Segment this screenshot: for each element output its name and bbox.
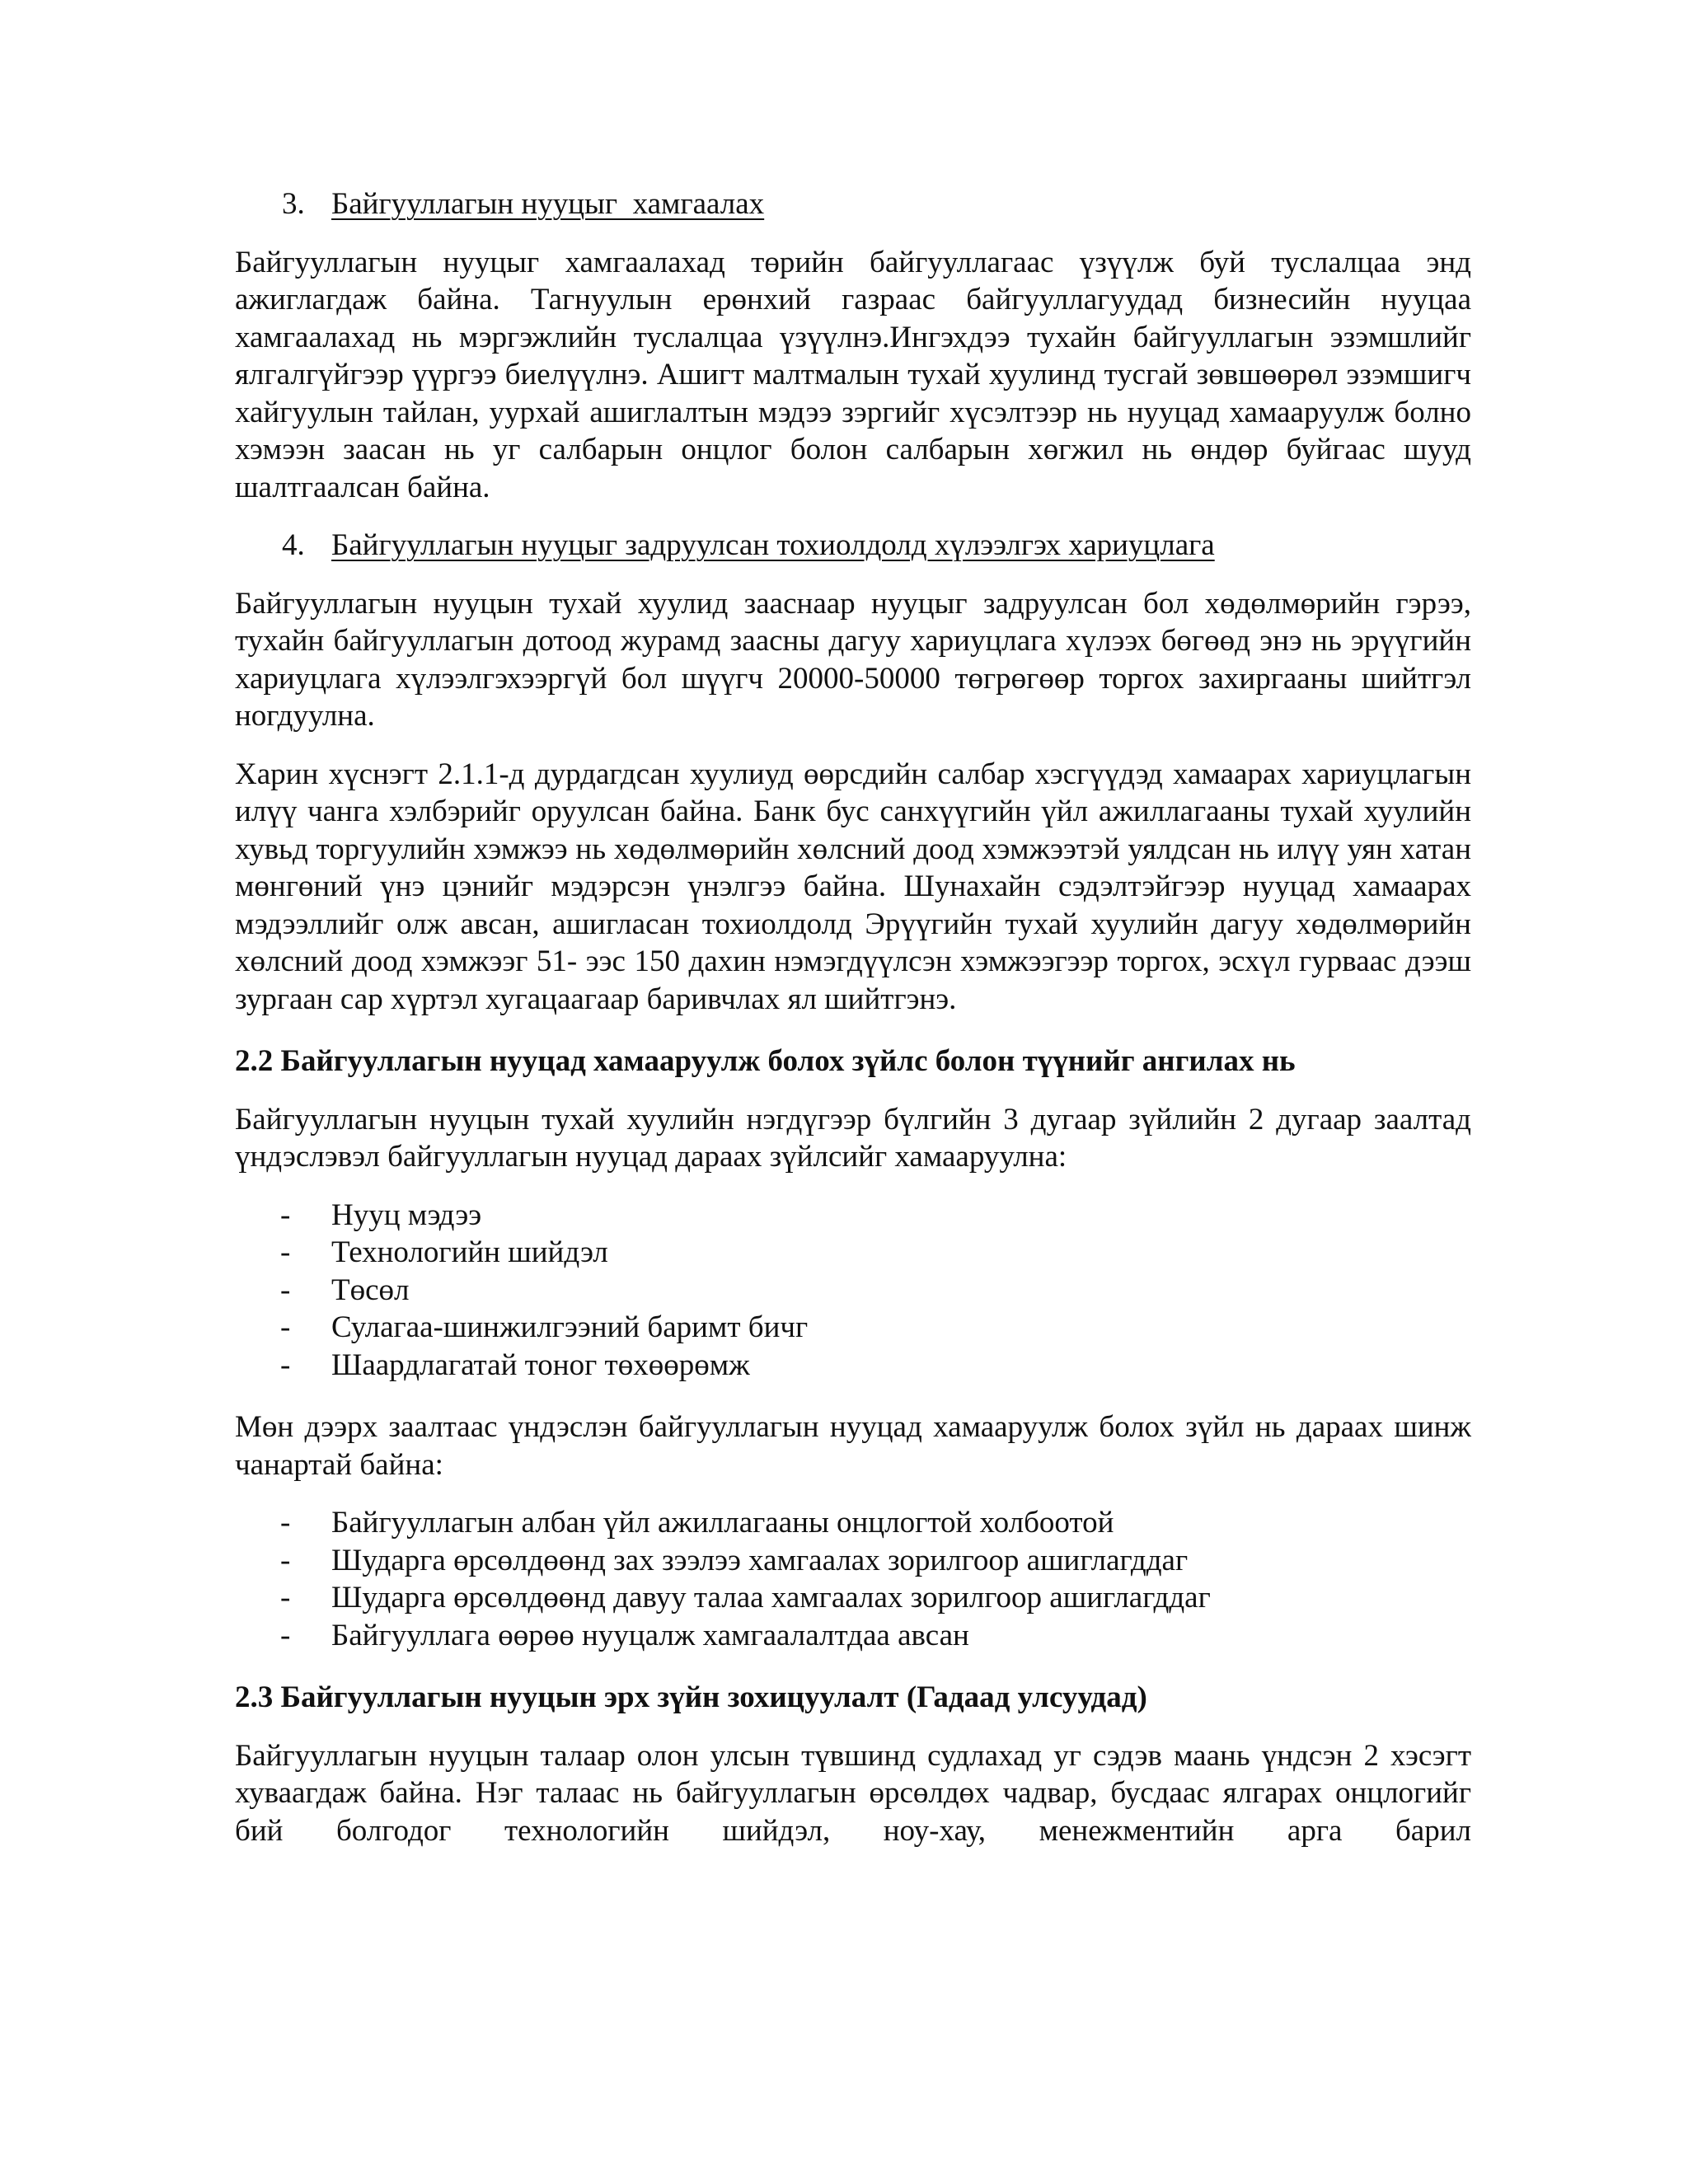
section-4-paragraph-2: Харин хүснэгт 2.1.1-д дурдагдсан хуулиуд өөрсдийн салбар хэсгүүдэд хамаарах хариуцлагын илүү чанга хэлбэрийг оруулсан байна. Банк бус санхүүгийн үйл ажиллагааны тухай хуулийн хувьд торгуулийн хэмжээ нь хөдөлмөрийн хөлсний доод хэмжээтэй уялдсан нь илүү уян хатан мөнгөний үнэ цэнийг мэдэрсэн үнэлгээ байна. Шунахайн сэдэлтэйгээр нууцад хамаарах мэдээллийг олж авсан, ашигласан тохиолдолд Эрүүгийн тухай хуулийн дагуу хөдөлмөрийн хөлсний доод хэмжээг 51- ээс 150 дахин нэмэгдүүлсэн хэмжээгээр торгох, эсхүл гурваас дээш зургаан сар хүртэл хугацаагаар баривчлах ял шийтгэнэ. [235, 757, 1471, 1016]
list-dash: - [280, 1506, 291, 1540]
list-dash: - [280, 1618, 291, 1652]
section-2-3-title: 2.3 Байгууллагын нууцын эрх зүйн зохицуулалт (Гадаад улсуудад) [235, 1680, 1147, 1714]
list-dash: - [280, 1543, 291, 1577]
list-item: - Байгууллагын албан үйл ажиллагааны онцлогтой холбоотой [280, 1504, 1471, 1542]
list-item: - Нууц мэдээ [280, 1197, 1471, 1235]
section-4-title: Байгууллагын нууцыг задруулсан тохиолдолд хүлээлгэх хариуцлага [331, 528, 1215, 562]
list-dash: - [280, 1581, 291, 1615]
list-item: - Шударга өрсөлдөөнд давуу талаа хамгаалах зорилгоор ашиглагддаг [280, 1579, 1471, 1617]
section-2-3-paragraph: Байгууллагын нууцын талаар олон улсын түвшинд судлахад уг сэдэв маань үндсэн 2 хэсэгт хуваагдаж байна. Нэг талаас нь байгууллагын өрсөлдөх чадвар, бусдаас ялгарах онцлогийг бий болгодог технологийн шийдэл, ноу-хау, менежментийн арга барил [235, 1738, 1471, 1848]
section-2-2-list-2 [235, 1504, 1471, 1654]
section-3-title: Байгууллагын нууцыг хамгаалах [331, 187, 765, 221]
section-3-number: 3. [282, 187, 305, 221]
section-2-2-paragraph-1: Байгууллагын нууцын тухай хуулийн нэгдүгээр бүлгийн 3 дугаар зүйлийн 2 дугаар заалтад үндэслэвэл байгууллагын нууцад дараах зүйлсийг хамааруулна: [235, 1102, 1471, 1174]
section-4-heading [282, 527, 1471, 565]
list-item: - Сулагаа-шинжилгээний баримт бичг [280, 1309, 1471, 1347]
list-dash: - [280, 1347, 291, 1382]
list-item: - Төсөл [280, 1272, 1471, 1310]
section-4-paragraph-1: Байгууллагын нууцын тухай хуулид зааснаар нууцыг задруулсан бол хөдөлмөрийн гэрээ, тухайн байгууллагын дотоод журамд заасны дагуу хариуцлага хүлээх бөгөөд энэ нь эрүүгийн хариуцлага хүлээлгэхээргүй бол шүүгч 20000-50000 төгрөгөөр торгох захиргааны шийтгэл ногдуулна. [235, 586, 1471, 733]
document-page [235, 185, 1471, 1849]
list-dash: - [280, 1272, 291, 1307]
section-4-number: 4. [282, 528, 305, 562]
section-2-2-list-1 [235, 1197, 1471, 1385]
list-dash: - [280, 1235, 291, 1269]
list-dash: - [280, 1310, 291, 1344]
section-3-paragraph: Байгууллагын нууцыг хамгаалахад төрийн байгууллагаас үзүүлж буй туслалцаа энд ажиглагдаж байна. Тагнуулын ерөнхий газраас байгууллагуудад бизнесийн нууцаа хамгаалахад нь мэргэжлийн туслалцаа үзүүлнэ.Ингэхдээ тухайн байгууллагын эзэмшлийг ялгалгүйгээр үүргээ биелүүлнэ. Ашигт малтмалын тухай хуулинд тусгай зөвшөөрөл эзэмшигч хайгуулын тайлан, уурхай ашиглалтын мэдээ зэргийг хүсэлтээр нь нууцад хамааруулж болно хэмээн заасан нь уг салбарын онцлог болон салбарын хөгжил нь өндөр буйгаас шууд шалтгаалсан байна. [235, 245, 1471, 504]
list-item: - Байгууллага өөрөө нууцалж хамгаалалтдаа авсан [280, 1617, 1471, 1655]
section-3-heading [282, 185, 1471, 223]
list-item: - Шударга өрсөлдөөнд зах зээлээ хамгаалах зорилгоор ашиглагддаг [280, 1542, 1471, 1580]
list-dash: - [280, 1197, 291, 1232]
list-item: - Технологийн шийдэл [280, 1234, 1471, 1272]
list-item: - Шаардлагатай тоног төхөөрөмж [280, 1347, 1471, 1385]
section-2-2-paragraph-2: Мөн дээрх заалтаас үндэслэн байгууллагын нууцад хамааруулж болох зүйл нь дараах шинж чанартай байна: [235, 1410, 1471, 1482]
section-2-2-title: 2.2 Байгууллагын нууцад хамааруулж болох зүйлс болон түүнийг ангилах нь [235, 1044, 1296, 1078]
